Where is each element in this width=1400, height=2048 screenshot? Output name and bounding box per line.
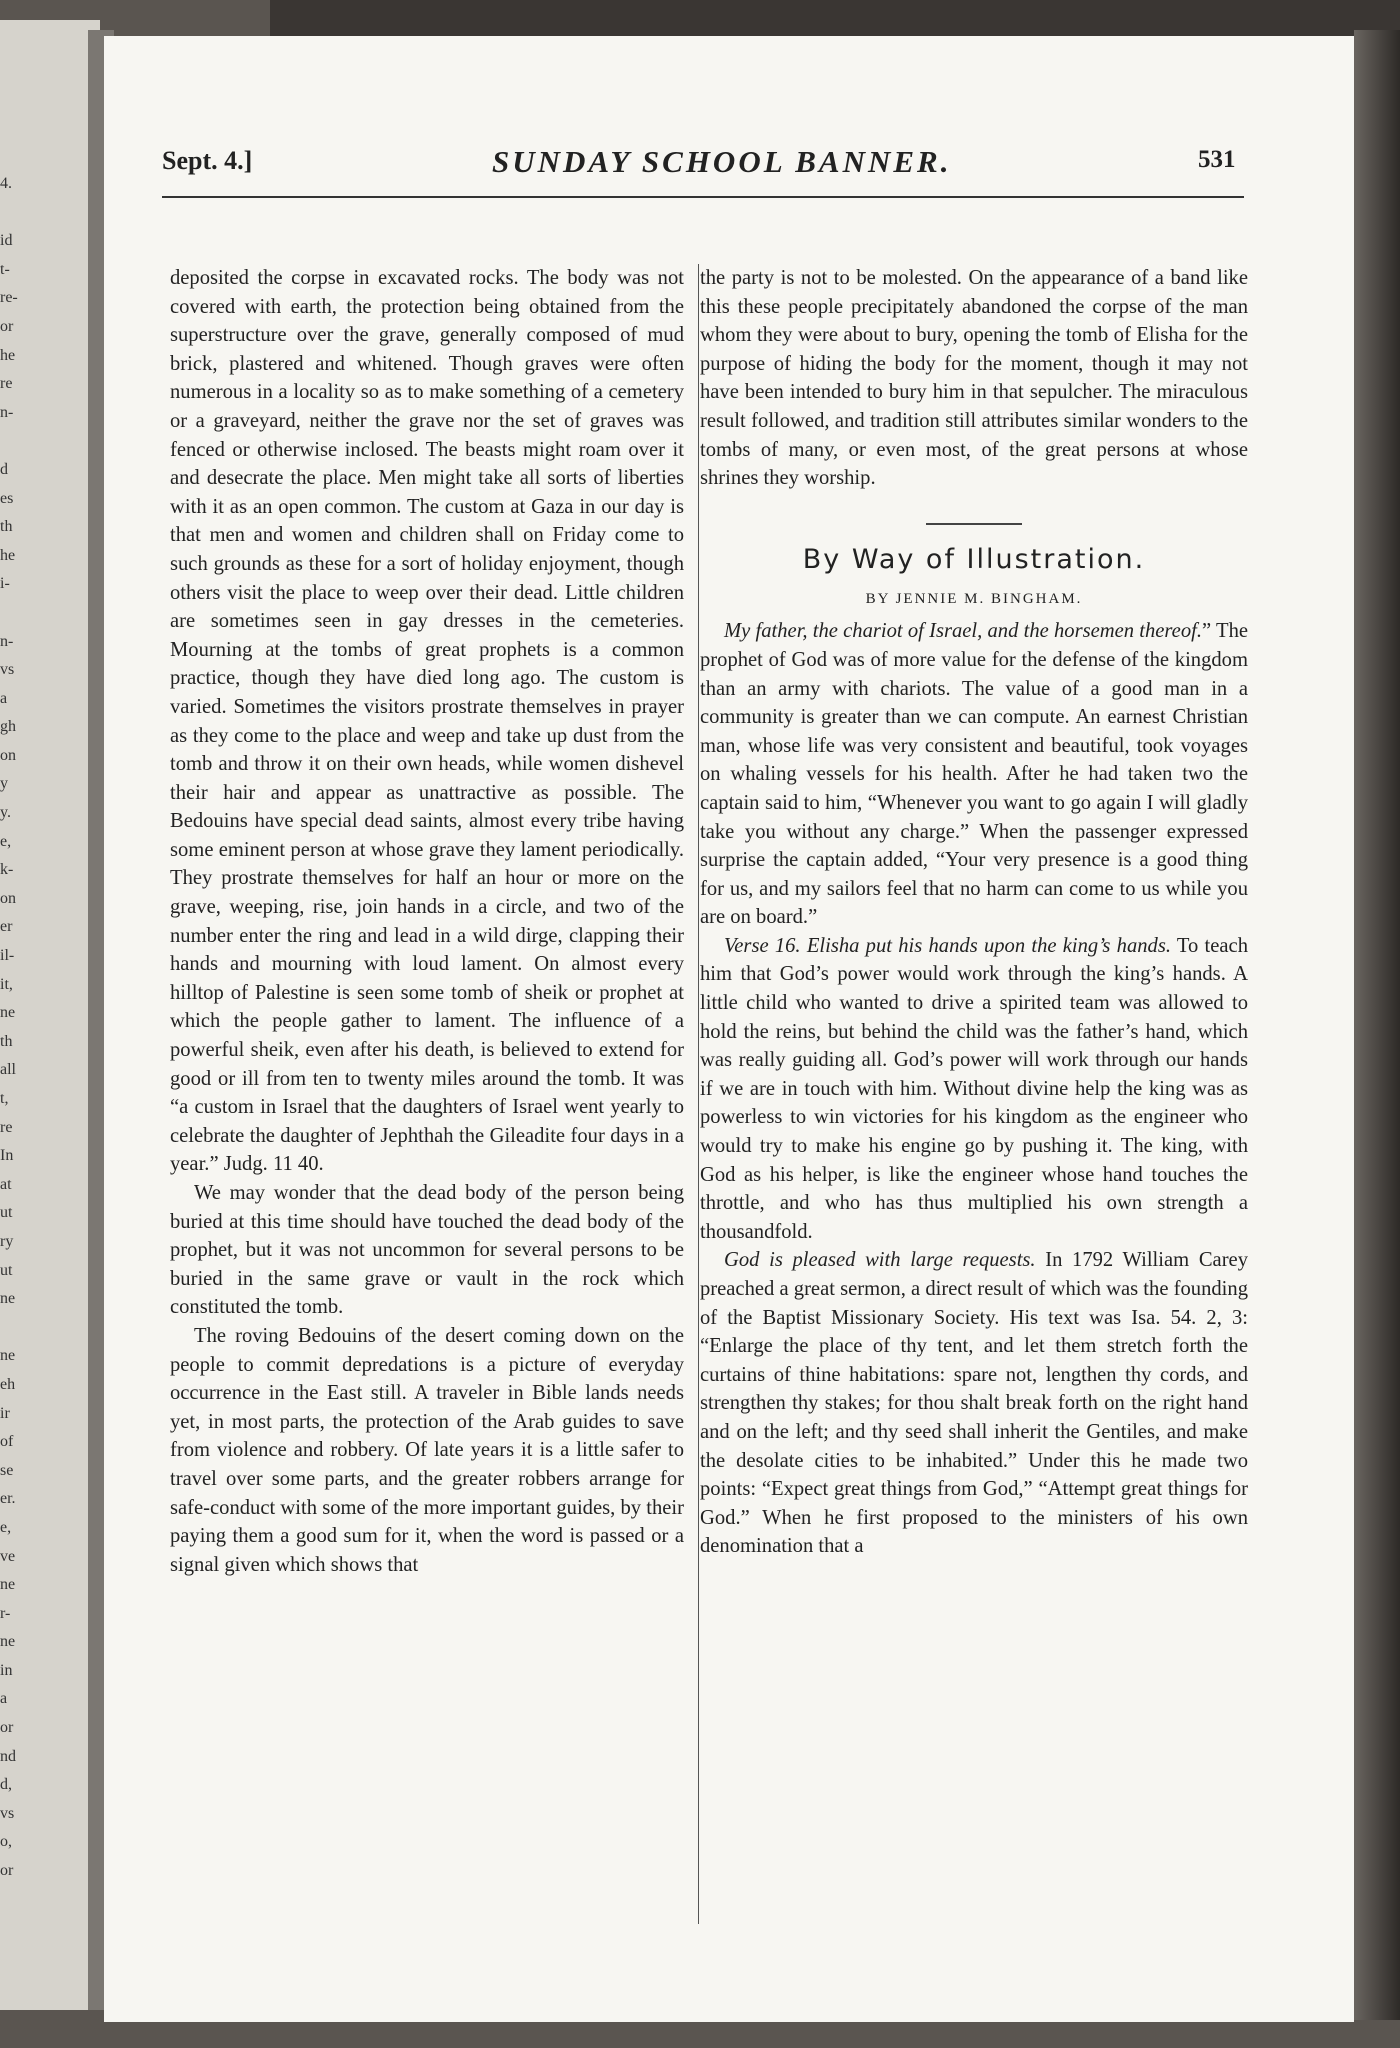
- page-number: 531: [1198, 146, 1236, 173]
- section-rule: [926, 523, 1022, 525]
- column-divider: [698, 264, 699, 1924]
- header-rule: [162, 196, 1244, 198]
- header-date: Sept. 4.]: [162, 146, 253, 175]
- paragraph: deposited the corpse in excavated rocks. The body was not covered with earth, the protection being obtained from the superstructure over the grave, generally composed of mud brick, plastered and whitened. Though graves were often numerous in a locality so as to make something of a cemetery or a graveyard, neither the grave nor the set of graves was fenced or otherwise inclosed. The beasts might roam over it and desecrate the place. Men might take all sorts of liberties with it as an open common. The custom at Gaza in our day is that men and women and children shall on Friday come to such grounds as these for a sort of holiday enjoyment, though others visit the place to weep over their dead. Little children are sometimes seen in gay dresses in the cemeteries. Mourning at the tombs of great prophets is a common practice, though they have died long ago. The custom is varied. Sometimes the visitors prostrate themselves in prayer as they come to the place and weep and take up dust from the tomb and throw it on their own heads, while women dishevel their hair and appear as unattractive as possible. The Bedouins have special dead saints, almost every tribe having some eminent person at whose grave they lament periodically. They prostrate themselves for half an hour or more on the grave, weeping, rise, join hands in a circle, and two of the number enter the ring and lead in a wild dirge, clapping their hands and mourning with loud lament. On almost every hilltop of Palestine is seen some tomb of sheik or prophet at which the people gather to lament. The influence of a powerful sheik, even after his death, is believed to extend for good or ill from ten to twenty miles around the tomb. It was “a custom in Israel that the daughters of Israel went yearly to celebrate the daughter of Jephthah the Gileadite four days in a year.” Judg. 11 40.: [170, 267, 684, 1176]
- italic-lead: My father, the chariot of Israel, and the horsemen thereof.: [724, 620, 1202, 643]
- paragraph-text: ” The prophet of God was of more value for the defense of the kingdom than an army with chariots. The value of a good man in a community is greater than we can compute. An earnest Christian man, whose life was very consistent and beautiful, took voyages on whaling vessels for his health. After he had taken two the captain said to him, “Whenever you want to go again I will gladly take you without any charge.” When the passenger expressed surprise the captain added, “Your very presence is a good thing for us, and my sailors feel that no harm can come to us while you are on board.”: [700, 620, 1249, 929]
- left-column: [170, 264, 684, 1579]
- italic-lead: Verse 16. Elisha put his hands upon the king’s hands.: [724, 934, 1172, 957]
- right-column: [700, 264, 1248, 1561]
- book-right-edge: [1354, 30, 1400, 2020]
- header-title: SUNDAY SCHOOL BANNER.: [492, 144, 952, 179]
- paragraph: [700, 932, 1248, 1247]
- running-header: [162, 146, 1262, 186]
- paragraph-text: To teach him that God’s power would work through the king’s hands. A little child who wanted to drive a spirited team was allowed to hold the reins, but behind the child was the father’s hand, which was really guiding all. God’s power will work through our hands if we are in touch with him. Without divine help the king was as powerless to win victories for his kingdom as the engineer who would try to make his engine go by pushing it. The king, with God as his helper, is like the engineer whose hand touches the throttle, and who has thus multiplied his own strength a thousandfold.: [700, 934, 1248, 1243]
- facing-page-text-fragments: 4. id t- re- or he re n- d es th he i- n- vs a gh on y y. e, k- on er il- it, ne th all t, re In at ut ry ut ne ne eh ir of se er. e, ve ne r- ne in a or nd d, vs o, or: [0, 175, 18, 1880]
- paragraph-text: In 1792 William Carey preached a great sermon, a direct result of which was the founding of the Baptist Missionary Society. His text was Isa. 54. 2, 3: “Enlarge the place of thy tent, and let them stretch forth the curtains of thine habitations: spare not, lengthen thy cords, and strengthen thy stakes; for thou shalt break forth on the right hand and on the left; and thy seed shall inherit the Gentiles, and make the desolate cities to be inhabited.” Under this he made two points: “Expect great things from God,” “Attempt great things for God.” When he first proposed to the ministers of his own denomination that a: [700, 1249, 1248, 1558]
- section-title: By Way of Illustration.: [802, 543, 1146, 575]
- facing-page-edge: [0, 20, 100, 2010]
- paragraph: The roving Bedouins of the desert coming down on the people to commit depredations is a picture of everyday occurrence in the East still. A traveler in Bible lands needs yet, in most parts, the protection of the Arab guides to save from violence and robbery. Of late years it is a little safer to travel over some parts, and the greater robbers arrange for safe-conduct with some of the more important guides, by their paying them a good sum for it, when the word is passed or a signal given which shows that: [170, 1324, 684, 1576]
- paragraph: We may wonder that the dead body of the person being buried at this time should have touched the dead body of the prophet, but it was not uncommon for several persons to be buried in the same grave or vault in the rock which constituted the tomb.: [170, 1182, 684, 1319]
- paragraph: [700, 1246, 1248, 1561]
- page: [104, 36, 1354, 2022]
- paragraph: the party is not to be molested. On the appearance of a band like this these people precipitately abandoned the corpse of the man whom they were about to bury, opening the tomb of Elisha for the purpose of hiding the body for the moment, though it may not have been intended to bury him in that sepulcher. The miraculous result followed, and tradition still attributes similar wonders to the tombs of many, or even most, of the great persons at whose shrines they worship.: [700, 267, 1248, 490]
- paragraph: [700, 617, 1248, 932]
- byline: BY JENNIE M. BINGHAM.: [865, 590, 1083, 607]
- italic-lead: God is pleased with large requests.: [724, 1249, 1036, 1272]
